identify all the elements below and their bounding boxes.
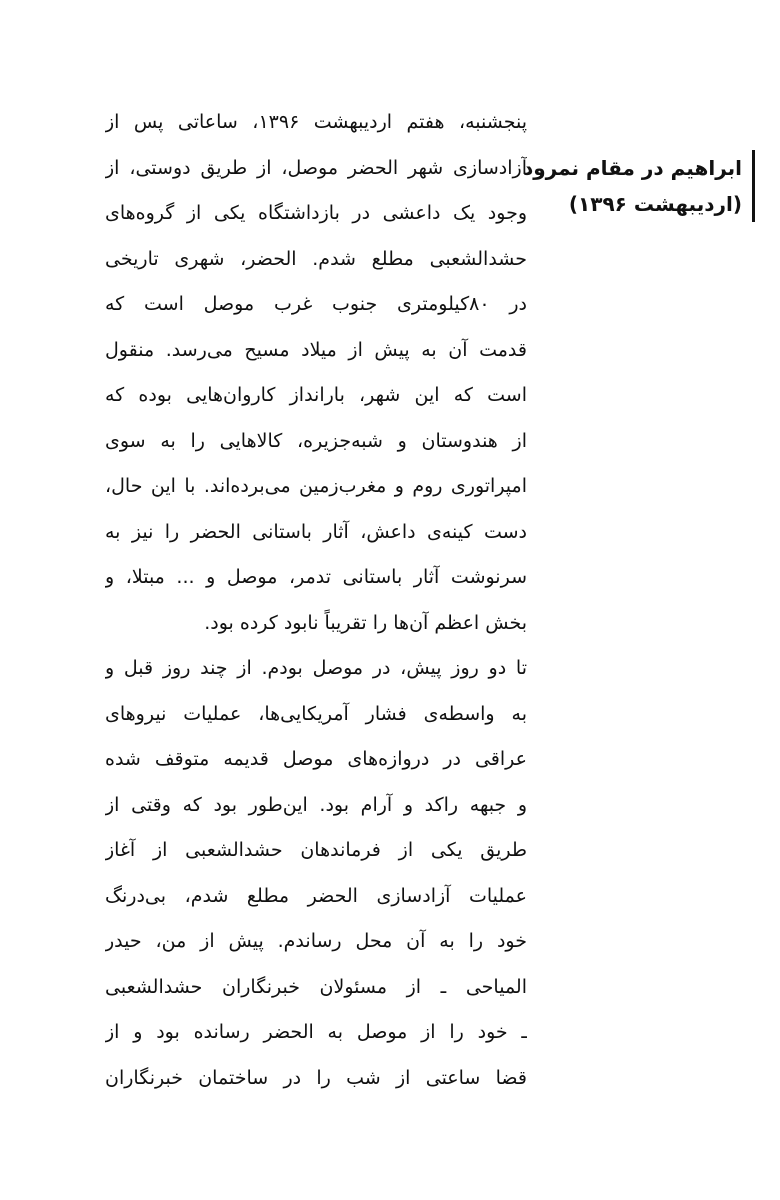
text-line: حشدالشعبی مطلع شدم. الحضر، شهری تاریخی [105,247,527,270]
text-line: طریق یکی از فرماندهان حشدالشعبی از آغاز [105,839,527,861]
text-line: عملیات آزادسازی الحضر مطلع شدم، بی‌درنگ [105,884,527,907]
text-line: پنجشنبه، هفتم اردیبهشت ۱۳۹۶، ساعاتی پس از [105,111,527,133]
text-line: خود را به آن محل رساندم. پیش از من، حیدر [105,930,527,952]
text-line: به واسطه‌ی فشار آمریکایی‌ها، عملیات نیروهای [105,702,527,725]
paragraph [105,100,527,646]
text-line: آزادسازی شهر الحضر موصل، از طریق دوستی، از [105,156,527,179]
chapter-title-line: ابراهیم در مقام نمرود [522,156,742,180]
text-line: دست کینه‌ی داعش، آثار باستانی الحضر را نیز به [105,520,527,543]
text-line: قدمت آن به پیش از میلاد مسیح می‌رسد. منقول [105,338,527,361]
text-line: وجود یک داعشی در بازداشتگاه یکی از گروه‌های [105,202,527,224]
text-line: المیاحی ـ از مسئولان خبرنگاران حشدالشعبی [105,975,527,998]
text-line: از هندوستان و شبه‌جزیره، کالاهایی را به سوی [105,429,527,452]
text-line: امپراتوری روم و مغرب‌زمین می‌برده‌اند. با این حال، [105,475,527,497]
text-line: است که این شهر، بارانداز کاروان‌هایی بوده که [105,384,527,406]
text-line: ـ خود را از موصل به الحضر رسانده بود و از [105,1021,527,1043]
text-line: تا دو روز پیش، در موصل بودم. از چند روز قبل و [105,657,527,679]
text-line: و جبهه راکد و آرام بود. این‌طور بود که وقتی از [105,793,527,816]
paragraph [105,646,527,1101]
text-line: سرنوشت آثار باستانی تدمر، موصل و ... مبتلا، و [105,566,527,588]
body-text [105,100,527,1101]
chapter-title [522,150,755,222]
text-line: بخش اعظم آن‌ها را تقریباً نابود کرده بود. [204,611,527,634]
text-line: قضا ساعتی از شب را در ساختمان خبرنگاران [105,1066,527,1089]
text-line: عراقی در دروازه‌های موصل قدیمه متوقف شده [105,748,527,770]
text-line: در ۸۰کیلومتری جنوب غرب موصل است که [105,293,527,315]
chapter-title-date: (اردیبهشت ۱۳۹۶) [568,192,742,216]
